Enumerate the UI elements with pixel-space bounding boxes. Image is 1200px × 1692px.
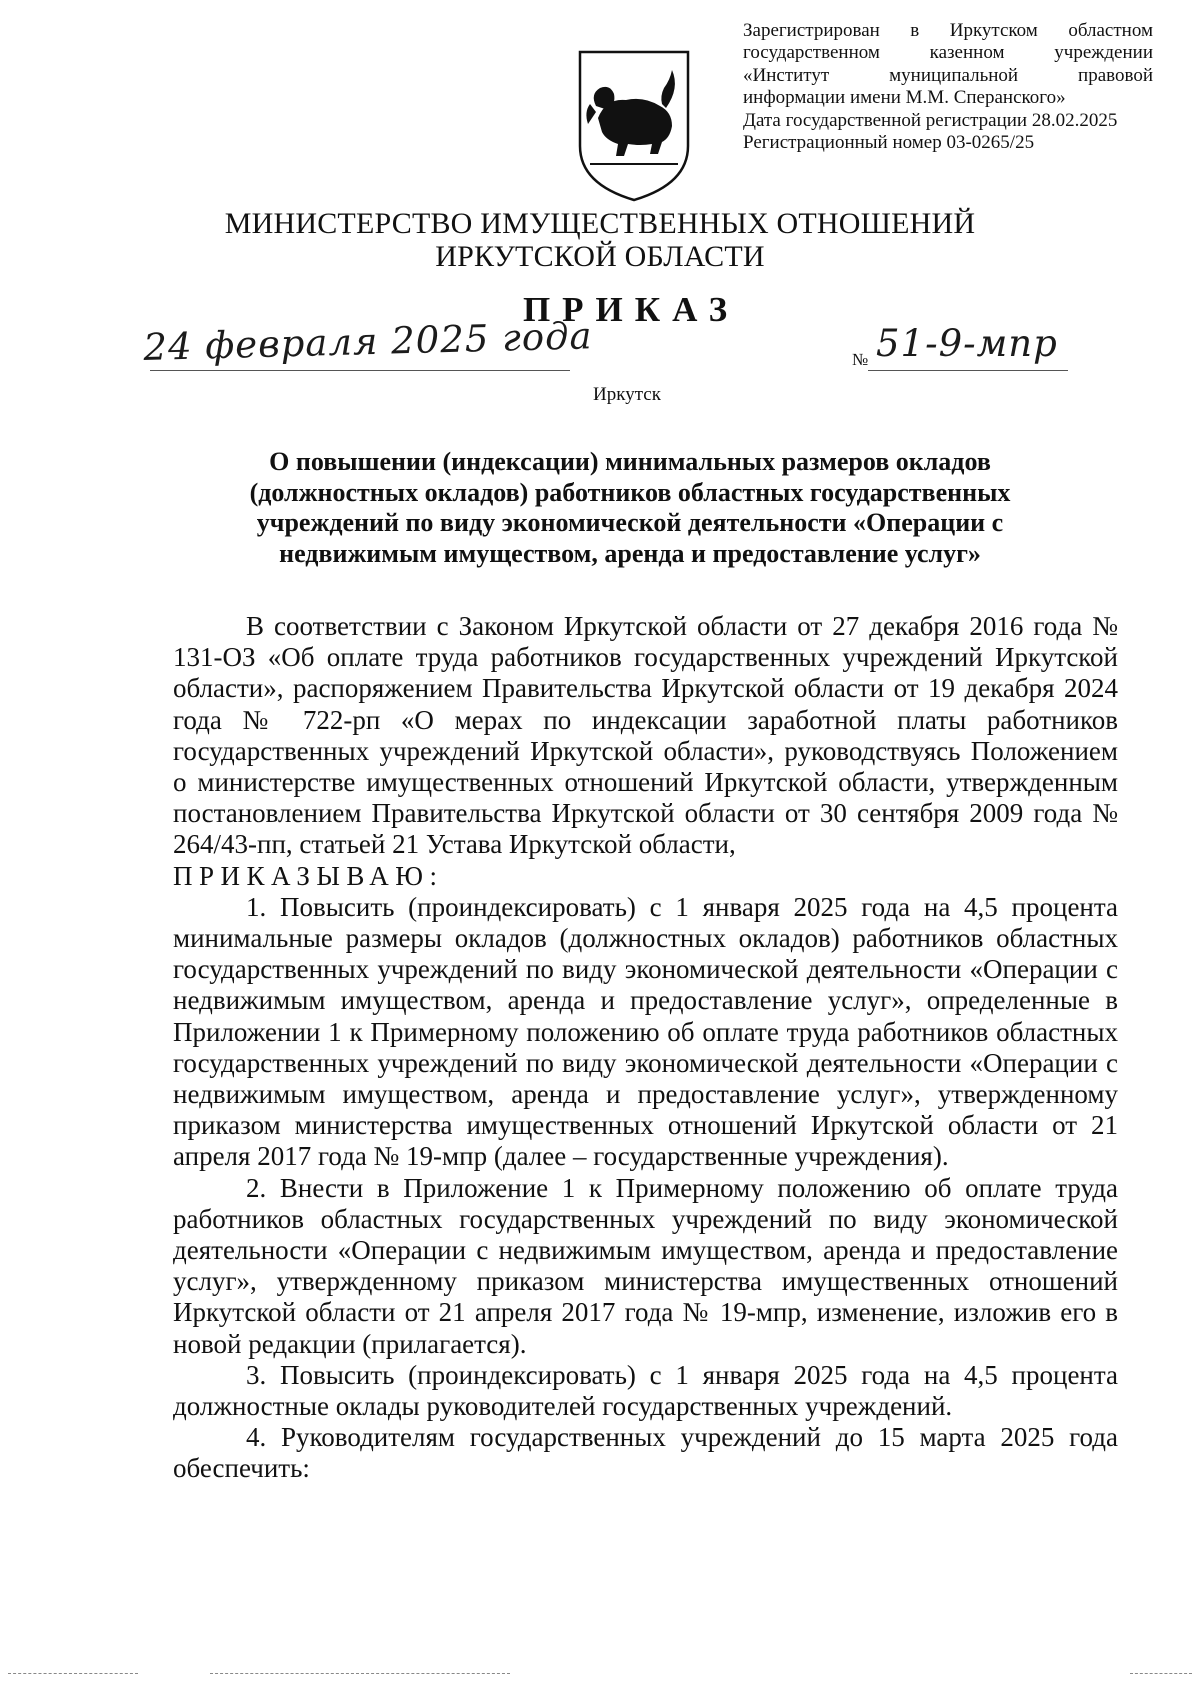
order-body (173, 611, 1118, 1485)
order-item-2: 2. Внести в Приложение 1 к Примерному положению об оплате труда работников областных государственных учреждений по виду экономической деятельности «Операции с недвижимым имуществом, аренда и предоставление услуг», утвержденному приказом министерства имущественных отношений Иркутской области от 21 апреля 2017 года № 19-мпр, изменение, изложив его в новой редакции (прилагается). (173, 1172, 1118, 1359)
ministry-name: МИНИСТЕРСТВО ИМУЩЕСТВЕННЫХ ОТНОШЕНИЙ (224, 207, 976, 240)
title-line: недвижимым имуществом, аренда и предоставление услуг» (279, 538, 981, 568)
registration-number: Регистрационный номер 03-0265/25 (743, 132, 1035, 154)
order-title (180, 447, 1080, 569)
ministry-region: ИРКУТСКОЙ ОБЛАСТИ (435, 240, 765, 273)
scan-edge-line (8, 1673, 138, 1675)
order-number-label: № (852, 350, 869, 369)
title-line: О повышении (индексации) минимальных размеров окладов (269, 447, 991, 476)
registration-line: Зарегистрирован в Иркутском областном (743, 20, 1153, 41)
order-item-1: 1. Повысить (проиндексировать) с 1 января 2025 года на 4,5 процента минимальные размеры окладов (должностных окладов) работников областных государственных учреждений по виду экономической деятельности «Операции с недвижимым имуществом, аренда и предоставление услуг», определенные в Приложении 1 к Примерному положению об оплате труда работников областных государственных учреждений по виду экономической деятельности «Операции с недвижимым имуществом, аренда и предоставление услуг», утвержденному приказом министерства имущественных отношений Иркутской области от 21 апреля 2017 года № 19-мпр (далее – государственные учреждения). (173, 891, 1118, 1172)
number-underline (868, 370, 1068, 371)
registration-line: государственном казенном учреждении (743, 42, 1153, 64)
registration-date: Дата государственной регистрации 28.02.2025 (743, 109, 1118, 131)
scan-edge-line (1130, 1673, 1192, 1675)
registration-line: «Институт муниципальной правовой (743, 64, 1153, 86)
registration-stamp (743, 20, 1153, 154)
registration-line: информации имени М.М. Сперанского» (743, 87, 1066, 109)
coat-of-arms-icon (576, 46, 692, 204)
order-item-3: 3. Повысить (проиндексировать) с 1 января 2025 года на 4,5 процента должностные оклады руководителей государственных учреждений. (173, 1359, 1118, 1422)
title-line: учреждений по виду экономической деятельности «Операции с (256, 508, 1004, 537)
preamble-paragraph: В соответствии с Законом Иркутской области от 27 декабря 2016 года № 131-ОЗ «Об оплате труда работников государственных учреждений Иркутской области», распоряжением Правительства Иркутской области от 19 декабря 2024 года № 722-рп «О мерах по индексации заработной платы работников государственных учреждений Иркутской области», руководствуясь Положением о министерстве имущественных отношений Иркутской области, утвержденным постановлением Правительства Иркутской области от 30 сентября 2009 года № 264/43-пп, статьей 21 Устава Иркутской области, (173, 611, 1118, 860)
order-number-handwritten: 51-9-мпр (876, 322, 1058, 365)
order-verb: ПРИКАЗЫВАЮ: (173, 860, 444, 891)
order-item-4: 4. Руководителям государственных учреждений до 15 марта 2025 года обеспечить: (173, 1422, 1118, 1484)
order-heading: ПРИКАЗ (522, 290, 740, 329)
title-line: (должностных окладов) работников областных государственных (249, 477, 1011, 507)
scan-edge-line (210, 1673, 510, 1675)
city: Иркутск (593, 384, 661, 405)
date-underline (150, 370, 570, 371)
order-date-handwritten: 24 февраля 2025 года (142, 314, 594, 369)
